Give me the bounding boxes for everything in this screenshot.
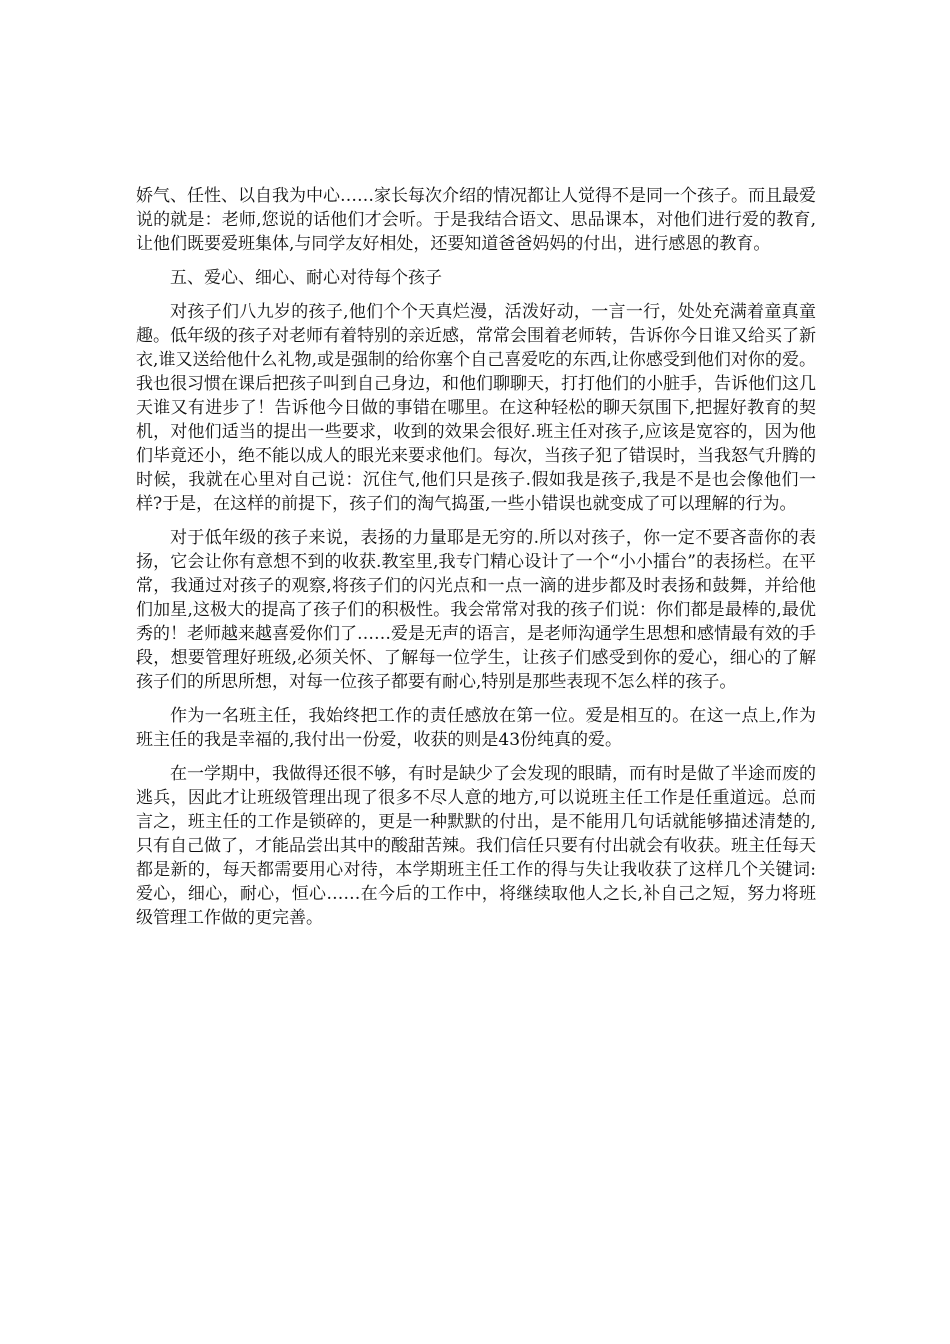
paragraph-praise: 对于低年级的孩子来说，表扬的力量耶是无穷的.所以对孩子，你一定不要吝啬你的表扬，它会让你有意想不到的收获.教室里,我专门精心设计了一个“小小擂台”的表扬栏。在平常，我通过对孩子的观察,将孩子们的闪光点和一点一滴的进步都及时表扬和鼓舞，并给他们加星,这极大的提高了孩子们的积极性。我会常常对我的孩子们说：你们都是最棒的,最优秀的！老师越来越喜爱你们了……爱是无声的语言，是老师沟通学生思想和感情最有效的手段，想要管理好班级,必须关怀、了解每一位学生，让孩子们感受到你的爱心，细心的了解孩子们的所思所想，对每一位孩子都要有耐心,特别是那些表现不怎么样的孩子。 [136, 528, 816, 692]
paragraph-responsibility: 作为一名班主任，我始终把工作的责任感放在第一位。爱是相互的。在这一点上,作为班主任的我是幸福的,我付出一份爱，收获的则是43份纯真的爱。 [136, 706, 816, 750]
paragraph-conclusion: 在一学期中，我做得还很不够，有时是缺少了会发现的眼睛，而有时是做了半途而废的逃兵，因此才让班级管理出现了很多不尽人意的地方,可以说班主任工作是任重道远。总而言之，班主任的工作是锁碎的，更是一种默默的付出，是不能用几句话就能够描述清楚的,只有自己做了，才能品尝出其中的酸甜苦辣。我们信任只要有付出就会有收获。班主任每天都是新的，每天都需要用心对待，本学期班主任工作的得与失让我收获了这样几个关键词:爱心，细心，耐心，恒心……在今后的工作中，将继续取他人之长,补自己之短，努力将班级管理工作做的更完善。 [136, 764, 816, 928]
document-body [136, 184, 816, 940]
paragraph-continuation: 娇气、任性、以自我为中心……家长每次介绍的情况都让人觉得不是同一个孩子。而且最爱说的就是：老师,您说的话他们才会听。于是我结合语文、思品课本，对他们进行爱的教育,让他们既要爱班集体,与同学友好相处，还要知道爸爸妈妈的付出，进行感恩的教育。 [136, 186, 816, 254]
section-heading: 五、爱心、细心、耐心对待每个孩子 [170, 268, 442, 288]
paragraph-care-children: 对孩子们八九岁的孩子,他们个个天真烂漫，活泼好动，一言一行，处处充满着童真童趣。低年级的孩子对老师有着特别的亲近感，常常会围着老师转，告诉你今日谁又给买了新衣,谁又送给他什么礼物,或是强制的给你塞个自己喜爱吃的东西,让你感受到他们对你的爱。我也很习惯在课后把孩子叫到自己身边，和他们聊聊天，打打他们的小脏手，告诉他们这几天谁又有进步了！告诉他今日做的事错在哪里。在这种轻松的聊天氛围下,把握好教育的契机，对他们适当的提出一些要求，收到的效果会很好.班主任对孩子,应该是宽容的，因为他们毕竟还小，绝不能以成人的眼光来要求他们。每次，当孩子犯了错误时，当我怒气升腾的时候，我就在心里对自己说：沉住气,他们只是孩子.假如我是孩子,我是不是也会像他们一样?于是，在这样的前提下，孩子们的淘气捣蛋,一些小错误也就变成了可以理解的行为。 [136, 302, 816, 514]
